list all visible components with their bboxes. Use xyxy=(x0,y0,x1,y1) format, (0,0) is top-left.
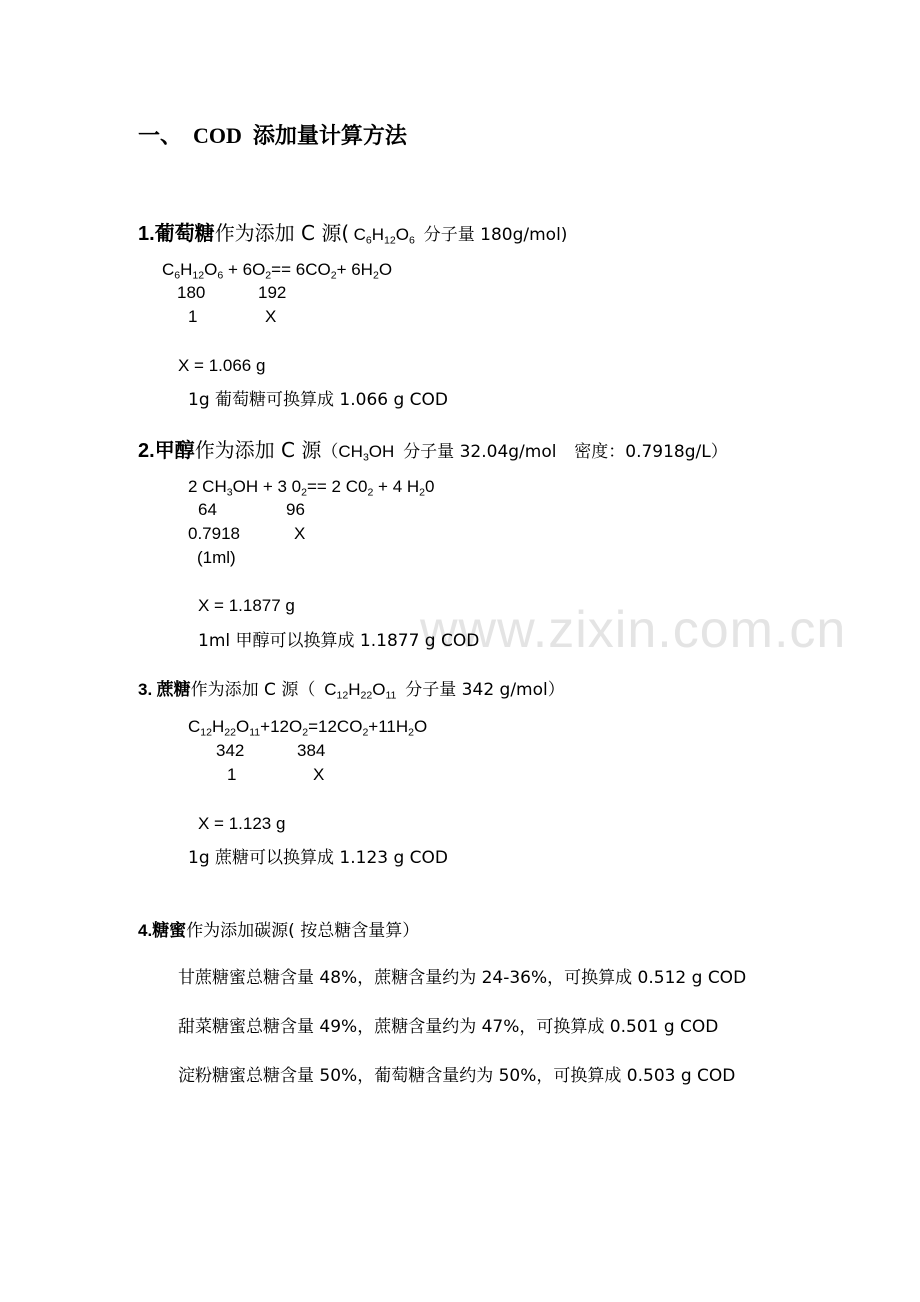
sucrose-heading xyxy=(138,680,565,702)
sucrose-mw: 分子量 342 g/mol） xyxy=(405,680,565,700)
methanol-ratio-b2: X xyxy=(294,524,306,543)
methanol-ratio-a2: 0.7918 xyxy=(188,524,240,543)
methanol-desc: 作为添加 C 源 xyxy=(194,438,322,462)
methanol-equation: 2 $CH_3OH + 3$ $0_2== 2$ $C0_2 + 4$ $H_20$ xyxy=(188,477,435,499)
molasses-desc: 作为添加碳源( 按总糖含量算） xyxy=(186,921,420,941)
glucose-result: X = 1.066 g xyxy=(178,356,266,375)
title-prefix: 一、 xyxy=(138,124,183,149)
glucose-equation: $C_6H_{12}O_6 + 6O_2== 6CO_2+ 6H_2O$ xyxy=(162,260,393,282)
title-text: 添加量计算方法 xyxy=(252,124,407,149)
methanol-ratio-b1: 96 xyxy=(286,500,305,519)
glucose-conclusion: 1g 葡萄糖可换算成 1.066 g COD xyxy=(188,390,449,410)
sucrose-formula: $C_{12}H_{22}O_{11}$ xyxy=(324,680,397,702)
methanol-heading xyxy=(138,438,728,464)
page-title xyxy=(138,125,407,148)
glucose-ratio-a1: 180 xyxy=(177,283,206,302)
molasses-name: 糖蜜 xyxy=(152,921,187,941)
glucose-ratio-b1: 192 xyxy=(258,283,287,302)
methanol-conclusion: 1ml 甲醇可以换算成 1.1877 g COD xyxy=(198,631,480,651)
methanol-density: 密度：0.7918g/L xyxy=(574,442,711,462)
sucrose-ratio-b2: X xyxy=(313,765,325,784)
glucose-name: 葡萄糖 xyxy=(154,221,215,245)
sucrose-ratio-a1: 342 xyxy=(216,741,245,760)
glucose-ratio-a2: 1 xyxy=(188,307,198,326)
title-cod: COD xyxy=(193,123,242,148)
molasses-heading xyxy=(138,922,419,940)
methanol-result: X = 1.1877 g xyxy=(198,596,295,615)
sucrose-conclusion: 1g 蔗糖可以换算成 1.123 g COD xyxy=(188,848,449,868)
glucose-heading xyxy=(138,221,568,247)
methanol-paren-open: （ xyxy=(321,442,339,462)
watermark: www.zixin.com.cn xyxy=(420,601,847,659)
methanol-paren-close: ） xyxy=(710,442,728,462)
methanol-num: 2. xyxy=(138,440,155,462)
molasses-line-cane: 甘蔗糖蜜总糖含量 48%，蔗糖含量约为 24-36%，可换算成 0.512 g COD xyxy=(178,968,747,988)
molasses-num: 4. xyxy=(138,921,153,940)
methanol-formula: $CH_3OH$ xyxy=(338,442,395,464)
glucose-formula: $C_6H_{12}O_6$ xyxy=(353,225,415,247)
sucrose-ratio-a2: 1 xyxy=(227,765,237,784)
glucose-mw: 分子量 180g/mol) xyxy=(423,225,568,245)
molasses-line-beet: 甜菜糖蜜总糖含量 49%，蔗糖含量约为 47%，可换算成 0.501 g COD xyxy=(178,1017,719,1037)
methanol-mw: 分子量 32.04g/mol xyxy=(403,442,557,462)
sucrose-desc: 作为添加 C 源（ xyxy=(190,680,316,700)
methanol-ratio-note: (1ml) xyxy=(197,548,236,567)
glucose-num: 1. xyxy=(138,223,155,245)
molasses-line-starch: 淀粉糖蜜总糖含量 50%，葡萄糖含量约为 50%，可换算成 0.503 g COD xyxy=(178,1066,736,1086)
sucrose-ratio-b1: 384 xyxy=(297,741,326,760)
sucrose-num: 3. xyxy=(138,680,153,699)
methanol-name: 甲醇 xyxy=(154,438,195,462)
sucrose-result: X = 1.123 g xyxy=(198,814,286,833)
methanol-ratio-a1: 64 xyxy=(198,500,217,519)
glucose-desc: 作为添加 C 源( xyxy=(214,221,350,245)
sucrose-equation: $C_{12}H_{22}O_{11}+12O_2=12CO_2+11H_2O$ xyxy=(188,717,428,739)
sucrose-name: 蔗糖 xyxy=(156,680,191,700)
glucose-ratio-b2: X xyxy=(265,307,277,326)
